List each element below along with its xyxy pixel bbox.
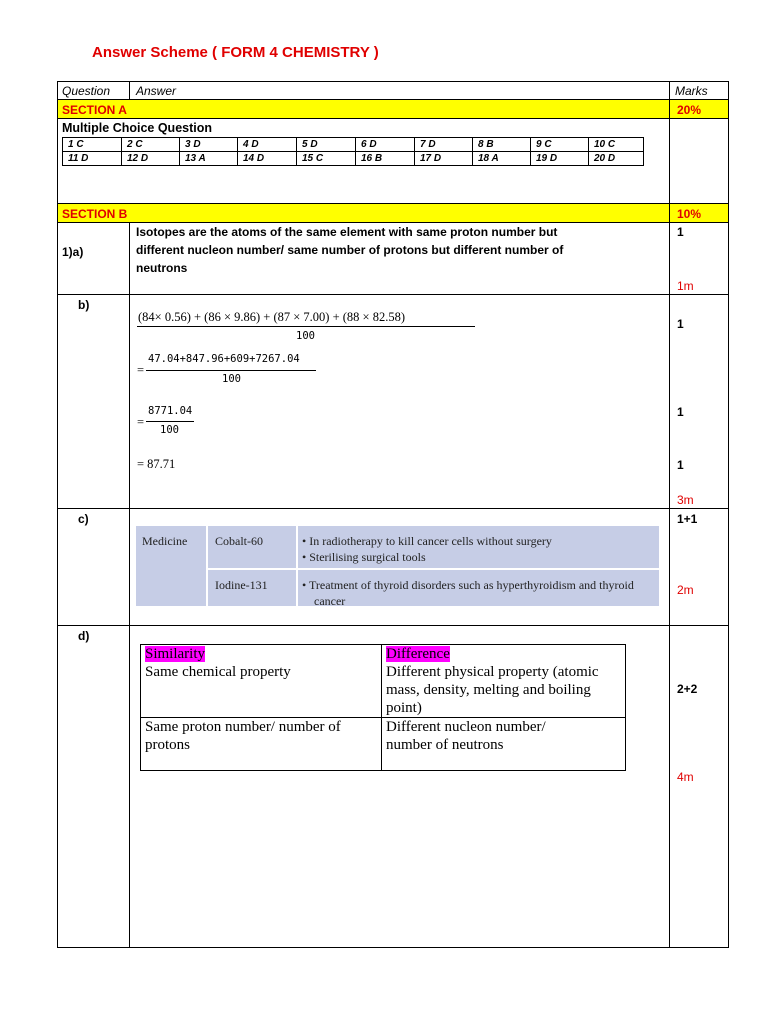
mark-total: 1m [677,279,694,293]
isotope-use: • Sterilising surgical tools [302,550,426,564]
fraction-bar [146,370,316,371]
mcq-cell: 20 D [589,152,644,166]
row-divider [57,203,729,204]
similarity-text: Same proton number/ number of protons [145,719,341,753]
isotope-name: Cobalt-60 [215,534,263,548]
answer-text: Isotopes are the atoms of the same element with same proton number but [136,225,558,239]
question-number: b) [78,298,90,312]
difference-heading: Difference [386,646,450,662]
col-divider [129,81,130,100]
header-answer: Answer [136,84,177,98]
isotope-use: • In radiotherapy to kill cancer cells without surgery [302,534,552,548]
formula-numerator: 47.04+847.96+609+7267.04 [148,353,300,365]
isotope-name: Iodine-131 [215,578,268,592]
row-divider [57,294,729,295]
similarity-text: Same chemical property [145,664,291,680]
mcq-cell: 3 D [180,138,238,152]
formula-numerator: (84× 0.56) + (86 × 9.86) + (87 × 7.00) + (88 × 82.58) [138,310,406,324]
row-divider [57,118,729,119]
mcq-cell: 1 C [63,138,122,152]
mcq-cell: 15 C [297,152,356,166]
similarity-heading: Similarity [145,646,205,662]
question-number: c) [78,512,89,526]
mcq-cell: 6 D [356,138,415,152]
table-border [57,81,58,948]
row-divider [57,625,729,626]
table-row [63,138,644,152]
isotope-use: cancer [314,594,346,608]
table-row [141,645,626,718]
fraction-bar [146,421,194,422]
difference-text: Different physical property (atomic mass, density, melting and boiling point) [386,664,599,716]
mark-total: 2m [677,583,694,597]
mark-total: 4m [677,770,694,784]
row-divider [57,508,729,509]
table-border [728,81,729,948]
equals-sign: = [137,415,145,429]
mcq-cell: 12 D [122,152,180,166]
radioisotope-uses-image [136,526,659,606]
mcq-cell: 17 D [415,152,473,166]
final-result: = 87.71 [137,457,176,471]
section-b-label: SECTION B [62,207,128,221]
difference-text: Different nucleon number/ number of neutrons [386,719,546,753]
mcq-cell: 4 D [238,138,297,152]
col-divider [669,81,670,948]
section-b-highlight [58,204,728,222]
col-divider [129,222,130,948]
mark-value: 1 [677,225,684,239]
table-border [57,81,729,82]
row-divider [57,222,729,223]
table-row [63,152,644,166]
question-number: 1)a) [62,245,84,259]
mcq-answer-table [62,137,644,166]
mcq-cell: 10 C [589,138,644,152]
mcq-cell: 13 A [180,152,238,166]
mcq-cell: 18 A [473,152,531,166]
field-label: Medicine [142,534,188,548]
mark-value: 1 [677,458,684,472]
mark-value: 1 [677,317,684,331]
mcq-cell: 7 D [415,138,473,152]
fraction-bar [137,326,475,327]
header-marks: Marks [675,84,708,98]
formula-denominator: 100 [160,424,179,436]
mcq-cell: 5 D [297,138,356,152]
formula-denominator: 100 [222,373,241,385]
mcq-cell: 14 D [238,152,297,166]
answer-text: different nucleon number/ same number of protons but different number of [136,243,564,257]
formula-denominator: 100 [296,330,315,342]
answer-text: neutrons [136,261,188,275]
formula-numerator: 8771.04 [148,405,193,417]
mcq-cell: 8 B [473,138,531,152]
isotope-use: • Treatment of thyroid disorders such as hyperthyroidism and thyroid [302,578,634,592]
mcq-cell: 11 D [63,152,122,166]
similarity-difference-table [140,644,626,771]
section-a-label: SECTION A [62,103,127,117]
mark-total: 3m [677,493,694,507]
mcq-cell: 16 B [356,152,415,166]
mark-value: 1+1 [677,512,698,526]
section-a-highlight [58,100,728,118]
table-border [57,947,729,948]
section-b-marks: 10% [677,207,702,221]
question-number: d) [78,629,90,643]
header-question: Question [62,84,111,98]
mark-value: 2+2 [677,682,698,696]
mcq-cell: 2 C [122,138,180,152]
page-title: Answer Scheme ( FORM 4 CHEMISTRY ) [92,44,379,61]
section-a-marks: 20% [677,103,702,117]
mcq-cell: 9 C [531,138,589,152]
mcq-title: Multiple Choice Question [62,121,213,135]
mark-value: 1 [677,405,684,419]
equals-sign: = [137,363,145,377]
row-divider [57,99,729,100]
table-row [141,718,626,771]
mcq-cell: 19 D [531,152,589,166]
